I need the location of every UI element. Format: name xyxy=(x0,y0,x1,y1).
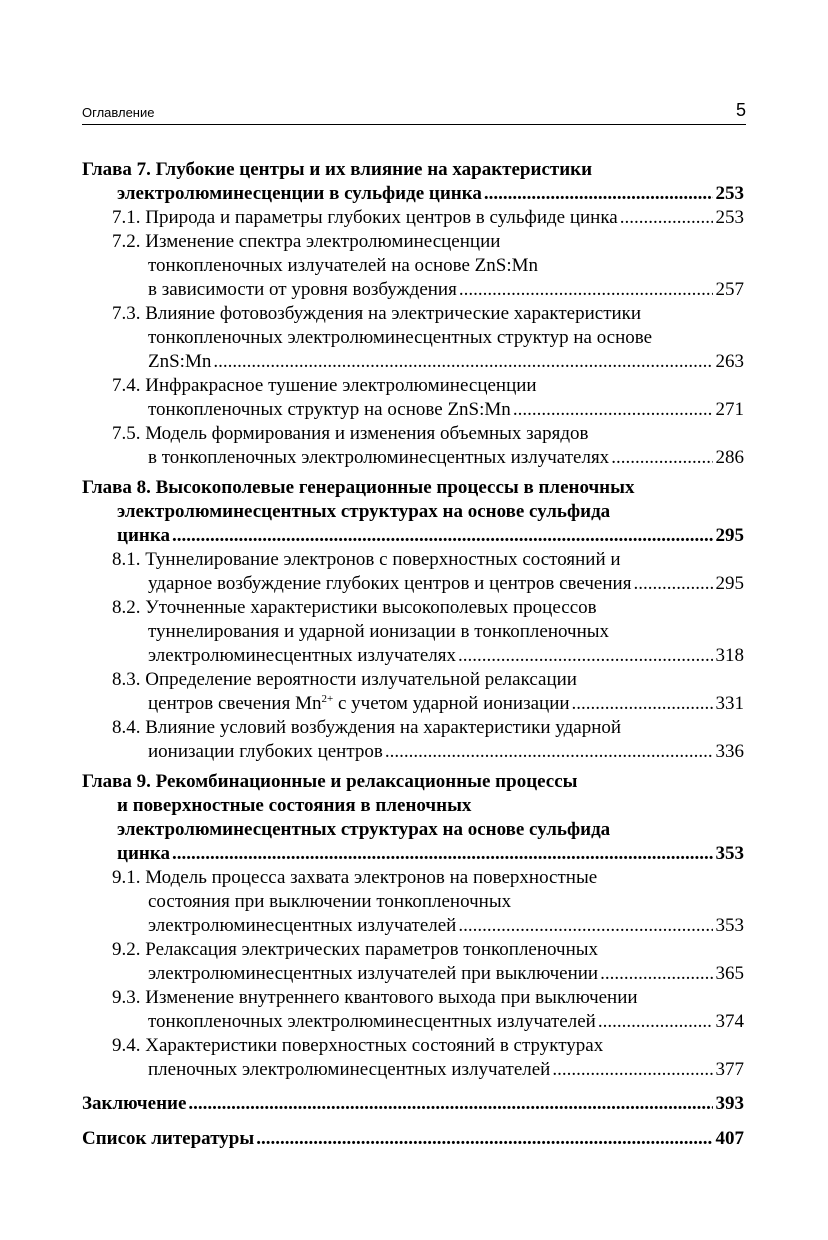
toc-entry-cont xyxy=(82,350,744,374)
toc-line-text: тонкопленочных электролюминесцентных структур на основе xyxy=(148,327,653,348)
toc-line-text: 8.2. Уточненные характеристики высокополевых процессов xyxy=(112,597,597,618)
toc-line-text: 7.1. Природа и параметры глубоких центров в сульфиде цинка xyxy=(112,207,618,228)
dot-leader xyxy=(385,740,713,764)
toc-line-text: электролюминесцентных излучателей xyxy=(148,915,457,936)
toc-line-text: Глава 7. Глубокие центры и их влияние на характеристики xyxy=(82,159,593,180)
toc-page-number: 318 xyxy=(715,645,744,666)
toc-line-text: ионизации глубоких центров xyxy=(148,741,383,762)
toc-entry-cont xyxy=(82,914,744,938)
dot-leader xyxy=(513,398,713,422)
toc-conclusion xyxy=(82,1092,744,1116)
toc-page-number: 353 xyxy=(715,843,744,864)
toc-page-number: 253 xyxy=(715,183,744,204)
toc-line-text: в тонкопленочных электролюминесцентных излучателях xyxy=(148,447,610,468)
toc-line-text: электролюминесцентных излучателей при выключении xyxy=(148,963,599,984)
dot-leader xyxy=(611,446,712,470)
toc-entry-cont xyxy=(82,398,744,422)
toc-entry-cont xyxy=(82,254,744,278)
toc-line-text: Список литературы xyxy=(82,1128,255,1149)
toc-entry xyxy=(82,206,744,230)
dot-leader xyxy=(552,1058,712,1082)
toc-line-text: туннелирования и ударной ионизации в тонкопленочных xyxy=(148,621,610,642)
toc-page-number: 295 xyxy=(715,573,744,594)
toc-page-number: 295 xyxy=(715,525,744,546)
toc-page-number: 377 xyxy=(715,1059,744,1080)
toc-page-number: 393 xyxy=(715,1093,744,1114)
toc-entry xyxy=(82,1034,744,1058)
toc-line-text: 8.3. Определение вероятности излучательной релаксации xyxy=(112,669,577,690)
superscript-charge: 2+ xyxy=(321,693,334,705)
toc-line-text: электролюминесцентных структурах на основе сульфида xyxy=(117,819,611,840)
toc-chapter-title-cont xyxy=(82,842,744,866)
dot-leader xyxy=(633,572,712,596)
toc-text-part: с учетом ударной ионизации xyxy=(333,693,570,714)
toc-entry-cont xyxy=(82,278,744,302)
toc-entry xyxy=(82,422,744,446)
toc-line-text: цинка xyxy=(117,525,171,546)
toc-entry xyxy=(82,374,744,398)
toc-line-text: тонкопленочных электролюминесцентных излучателей xyxy=(148,1011,596,1032)
toc-entry-cont xyxy=(82,692,744,716)
dot-leader xyxy=(459,278,713,302)
toc-page-number: 263 xyxy=(715,351,744,372)
toc-entry xyxy=(82,938,744,962)
toc-line-text: состояния при выключении тонкопленочных xyxy=(148,891,512,912)
toc-line-text: электролюминесцентных излучателях xyxy=(148,645,456,666)
table-of-contents xyxy=(82,158,744,1151)
toc-line-text: 7.5. Модель формирования и изменения объемных зарядов xyxy=(112,423,589,444)
toc-line-text: 9.3. Изменение внутреннего квантового выхода при выключении xyxy=(112,987,638,1008)
toc-chapter-title xyxy=(82,158,744,182)
dot-leader xyxy=(256,1127,712,1151)
toc-references xyxy=(82,1127,744,1151)
toc-entry-cont xyxy=(82,740,744,764)
toc-entry-cont xyxy=(82,572,744,596)
toc-page-number: 374 xyxy=(715,1011,744,1032)
toc-line-text: 7.2. Изменение спектра электролюминесценции xyxy=(112,231,501,252)
toc-chapter-title-cont xyxy=(82,182,744,206)
toc-page-number: 271 xyxy=(715,399,744,420)
toc-entry-cont xyxy=(82,620,744,644)
toc-chapter-title xyxy=(82,770,744,794)
toc-entry-cont xyxy=(82,890,744,914)
toc-entry xyxy=(82,548,744,572)
toc-entry xyxy=(82,986,744,1010)
toc-line-text: в зависимости от уровня возбуждения xyxy=(148,279,457,300)
dot-leader xyxy=(620,206,713,230)
toc-entry xyxy=(82,302,744,326)
toc-line-text: пленочных электролюминесцентных излучателей xyxy=(148,1059,551,1080)
toc-line-text: 7.3. Влияние фотовозбуждения на электрические характеристики xyxy=(112,303,642,324)
toc-line-text: электролюминесцентных структурах на основе сульфида xyxy=(117,501,611,522)
toc-line-text xyxy=(148,692,570,716)
toc-page-number: 353 xyxy=(715,915,744,936)
toc-page-number: 407 xyxy=(715,1128,744,1149)
toc-line-text: электролюминесценции в сульфиде цинка xyxy=(117,183,482,204)
toc-line-text: 8.1. Туннелирование электронов с поверхностных состояний и xyxy=(112,549,621,570)
toc-entry xyxy=(82,716,744,740)
dot-leader xyxy=(213,350,712,374)
toc-page-number: 286 xyxy=(715,447,744,468)
toc-line-text: Глава 8. Высокополевые генерационные процессы в пленочных xyxy=(82,477,635,498)
toc-line-text: 9.4. Характеристики поверхностных состояний в структурах xyxy=(112,1035,604,1056)
toc-line-text: 9.2. Релаксация электрических параметров тонкопленочных xyxy=(112,939,599,960)
toc-entry-cont xyxy=(82,446,744,470)
toc-line-text: тонкопленочных структур на основе ZnS:Mn xyxy=(148,399,511,420)
dot-leader xyxy=(172,524,712,548)
header-page-number: 5 xyxy=(735,100,746,120)
toc-line-text: тонкопленочных излучателей на основе ZnS:Mn xyxy=(148,255,539,276)
toc-line-text: ZnS:Mn xyxy=(148,351,212,372)
toc-line-text: цинка xyxy=(117,843,171,864)
toc-line-text: 7.4. Инфракрасное тушение электролюминесценции xyxy=(112,375,537,396)
toc-entry xyxy=(82,230,744,254)
toc-entry-cont xyxy=(82,326,744,350)
toc-entry-cont xyxy=(82,962,744,986)
toc-page-number: 257 xyxy=(715,279,744,300)
dot-leader xyxy=(484,182,713,206)
toc-chapter-title-cont xyxy=(82,524,744,548)
toc-chapter-9 xyxy=(82,770,744,1082)
toc-entry-cont xyxy=(82,644,744,668)
toc-chapter-title-cont xyxy=(82,818,744,842)
toc-entry xyxy=(82,866,744,890)
toc-line-text: Глава 9. Рекомбинационные и релаксационные процессы xyxy=(82,771,578,792)
dot-leader xyxy=(458,644,713,668)
toc-chapter-title xyxy=(82,476,744,500)
dot-leader xyxy=(458,914,712,938)
dot-leader xyxy=(598,1010,713,1034)
dot-leader xyxy=(600,962,712,986)
toc-line-text: 9.1. Модель процесса захвата электронов на поверхностные xyxy=(112,867,598,888)
dot-leader xyxy=(188,1092,712,1116)
toc-entry xyxy=(82,668,744,692)
header-title: Оглавление xyxy=(82,105,155,120)
toc-page-number: 253 xyxy=(715,207,744,228)
dot-leader xyxy=(572,692,713,716)
running-header xyxy=(82,98,746,125)
toc-chapter-8 xyxy=(82,476,744,764)
dot-leader xyxy=(172,842,712,866)
toc-line-text: и поверхностные состояния в пленочных xyxy=(117,795,472,816)
toc-entry xyxy=(82,596,744,620)
toc-chapter-title-cont xyxy=(82,500,744,524)
toc-chapter-7 xyxy=(82,158,744,470)
toc-entry-cont xyxy=(82,1058,744,1082)
toc-text-part: центров свечения Mn xyxy=(148,693,322,714)
toc-entry-cont xyxy=(82,1010,744,1034)
toc-page-number: 365 xyxy=(715,963,744,984)
toc-line-text: 8.4. Влияние условий возбуждения на характеристики ударной xyxy=(112,717,622,738)
toc-line-text: ударное возбуждение глубоких центров и центров свечения xyxy=(148,573,632,594)
toc-line-text: Заключение xyxy=(82,1093,187,1114)
toc-page-number: 331 xyxy=(715,693,744,714)
toc-chapter-title-cont xyxy=(82,794,744,818)
toc-page-number: 336 xyxy=(715,741,744,762)
